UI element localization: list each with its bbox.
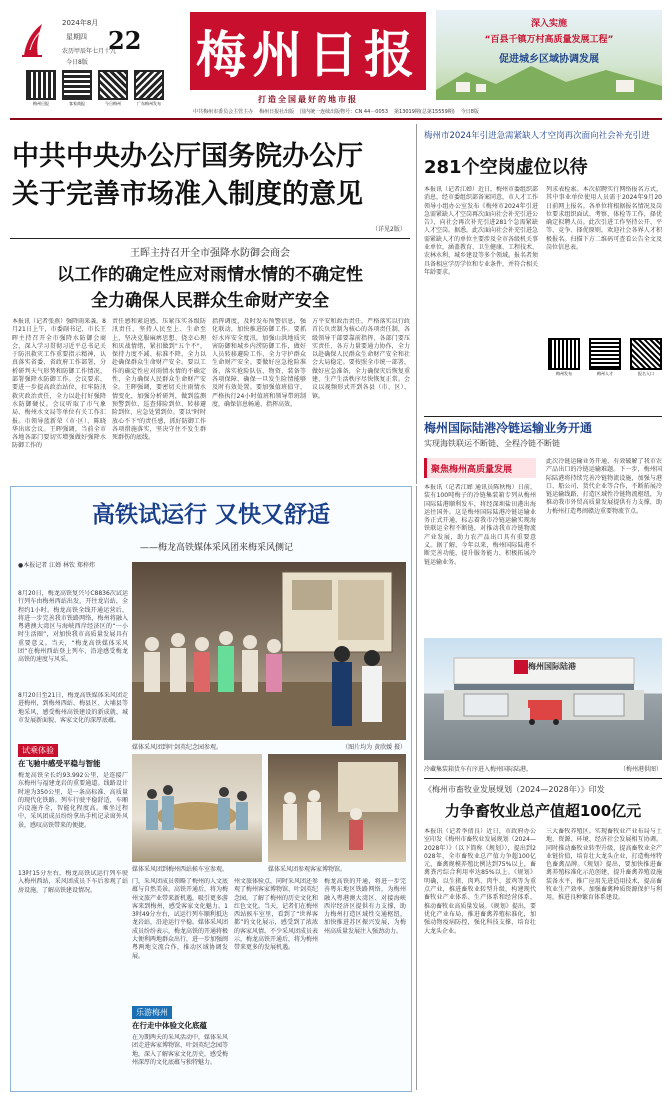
qr-code-icon[interactable] xyxy=(134,70,164,100)
rail-right-col-1: 州文旅体验点，同时采风团还参观了梅州客家博物馆、叶剑英纪念园，了解了梅州的历史文化和红色文化。当天，记者们在梅州西站候车室里，看到了“世界客都”的文化展示，感受到了浓浓的客家风情。不少采风团成员表示，梅龙高铁开通后，将为梅州带来更多的发展机遇。 xyxy=(234,878,318,952)
qr-label: 梅州日报 xyxy=(33,101,49,106)
issue-date: 2024年8月 xyxy=(62,19,99,27)
qr-code-icon[interactable] xyxy=(62,70,92,100)
tour-text: 在为期两天的采风活动中，媒体采风团走进客家博物馆、叶剑英纪念园等地，深入了解客家文化历史，感受梅州深厚的文化底蕴与独特魅力。 xyxy=(132,1034,228,1066)
column-divider-lower xyxy=(416,486,417,1090)
day-number: 22 xyxy=(108,26,142,55)
qr-code-icon[interactable] xyxy=(98,70,128,100)
promo-line1: 深入实施 xyxy=(530,19,567,29)
port-banner-text: 聚焦梅州高质量发展 xyxy=(431,464,513,475)
livestock-col-2: 三大畜牧养殖区。实现畜牧业产业布局与土地、资源、环境、经济社会发展相互协调。同时推动畜牧业转型升级，提高畜牧业全产业链价值，培育壮大龙头企业，打造梅州特色畜禽品牌。《规划》提出，要加快推进畜禽养殖标准化示范创建，提升畜禽养殖设施装备水平，推广应用先进适用技术，提高畜牧业生产效率。加强畜禽种质资源保护与利用，推进良种繁育体系建设。 xyxy=(546,828,662,902)
right-rule-2 xyxy=(424,778,662,779)
rail-photo-2 xyxy=(132,754,262,862)
qr-code-icon[interactable] xyxy=(630,338,662,370)
rail-photo-3 xyxy=(268,754,406,862)
promo-banner[interactable] xyxy=(436,10,662,100)
flood-col-1: 本报讯（记者张燕）强降雨来袭。8月21日上午，市委副书记、市长王晖主持召开全市强降水防御会商会，深入学习贯彻习近平总书记关于防汛救灾工作重要指示精神，认真落实省委、省政府工作部署，分析研判天气形势和防御工作情况，部署强降水防御工作。会议要求，要进一步提高政治站位，扛牢防汛救灾政治责任，全力以赴打好强降水防御硬仗。会议听取了市气象局、梅州水文局等单位有关工作汇报。市领导蓝新荣（市·区）、陈晓华出席会议。王晖强调，当前全市各地各部门要切实增强做好强降水防御工作的 xyxy=(12,318,106,450)
info-sponsor: 中共梅州市委员会主管主办 xyxy=(193,109,254,115)
masthead xyxy=(0,0,672,115)
headline-line2: 关于完善市场准入制度的意见 xyxy=(12,179,363,210)
newspaper-title: 梅州日报 xyxy=(196,25,420,84)
flood-title[interactable] xyxy=(10,262,410,314)
port-col-1: 本报讯（记者江婵 通讯员陈秋梅）日前，装有100吨梅子的冷链集装箱专列从梅州国际陆港顺利发车，将经深圳盐田港出海运往国外。这是梅州国际陆港冷链运输业务正式开通，标志着我市冷链运输实现海铁联运全程不断链，对推动我市冷链物流产业发展，助力农产品出口具有重要意义。据了解，今年以来，梅州国际陆港不断完善功能，提升服务能力，积极拓展冷链运输业务。 xyxy=(424,484,536,566)
headline-rule xyxy=(10,238,410,239)
flood-title-line1: 以工作的确定性应对雨情水情的不确定性 xyxy=(57,265,363,285)
rail-subtitle: ——梅龙高铁媒体采风团来梅采风侧记 xyxy=(140,543,294,553)
info-cn: 国内统一连续出版物号：CN 44－0053 xyxy=(300,109,389,115)
rail-byline: ●本报记者 江婵 林钦 郑梓炜 xyxy=(18,562,95,569)
talent-intro: 梅州市2024年引进急需紧缺人才空岗再次面向社会补充引进 xyxy=(424,131,650,141)
port-photo xyxy=(424,638,662,760)
qr-code-icon[interactable] xyxy=(26,70,56,100)
rail-title[interactable]: 高铁试运行 又快又舒适 xyxy=(91,501,330,528)
qr-label: 报名入口 xyxy=(638,371,654,376)
port-col-2: 此次冷链运输业务开通，有效破解了我市农产品出口的冷链运输难题。下一步，梅州国际陆港将持续完善冷链物流设施，加强与港口、船公司、货代企业等合作，不断拓展冷链运输线路，打造区域性冷链物流枢纽，为推动我市外贸高质量发展提供有力支撑，助力梅州打造粤闽赣边重要物流节点。 xyxy=(546,458,662,515)
masthead-rule xyxy=(10,118,662,120)
right-rule-1 xyxy=(424,416,662,417)
page-count: 今日8版 xyxy=(66,59,88,66)
flood-kicker: 王晖主持召开全市强降水防御会商会 xyxy=(130,248,290,259)
livestock-title[interactable]: 力争畜牧业总产值超100亿元 xyxy=(444,802,642,820)
rail-intro: 8月20日，梅龙高铁复兴号C8836次试运行列车由梅州西站出发，开往龙岩站，全程约1小时。梅龙高铁全线开通运营后，将进一步完善我市铁路网络，梅州将融入粤港澳大湾区与海峡西岸经济区的“一小时生活圈”，对加快我市高质量发展具有重要意义。当天，“梅龙高铁媒体采风团”在梅州西站登上列车，沿途感受梅龙高铁的速度与风采。 xyxy=(18,590,128,664)
port-sign: 梅州国际陆港 xyxy=(528,662,576,671)
ride-text-2: 13时15分左右，梅龙高铁试运行列车驶入梅州西站，采风团成员下车后参观了站房设施，了解高铁建设情况。 xyxy=(18,870,128,894)
qr-label: 梅州发布 xyxy=(556,371,572,376)
headline-line1: 中共中央办公厅国务院办公厅 xyxy=(12,141,363,172)
port-caption-credit: （梅州港供图） xyxy=(619,766,662,773)
qr-item xyxy=(98,70,128,110)
qr-item xyxy=(630,338,662,377)
info-pages: 今日8版 xyxy=(460,109,479,115)
flood-title-line2: 全力确保人民群众生命财产安全 xyxy=(91,291,329,311)
qr-label: 广东梅州发布 xyxy=(137,101,161,106)
promo-line3: 促进城乡区域协调发展 xyxy=(499,54,599,65)
rail-intro-2: 8月20日至21日，梅龙高铁媒体采风团走进梅州，到梅州西站、梅县区、大埔县等地采风，感受梅州高铁建设的新成就、城市发展新面貌、客家文化的深厚底蕴。 xyxy=(18,692,128,724)
livestock-kicker: 《梅州市畜牧业发展规划（2024—2028年）》印发 xyxy=(424,785,605,794)
flood-col-4: 方平安和政治责任，严格落实以行政首长负责制为核心的各项责任制，各级领导干部要靠前指挥、各部门要压实责任、各方力量要通力协作，全力以赴确保人民群众生命财产安全和社会大局稳定。要按照全市统一部署，做好应急准备，全力确保灾后恢复重建、生产生活秩序尽快恢复正常。会议以视频形式开到各县（市、区）、镇。 xyxy=(312,318,410,400)
section-label-ride: 试乘体验 xyxy=(18,744,58,757)
flood-col-3: 指挥调度，及时发布预警信息，强化联动，加快推进防御工作。要抓好水库安全度汛，加强山洪地质灾害防御和城乡内涝防御工作，做好人员转移避险工作，全力守护群众生命财产安全。要做好应急抢险准备，落实抢险队伍、物资、装备等各项保障，确保一旦发生险情能够及时有效处置。要加强值班值守，严格执行24小时值班和领导带班制度，确保信息畅通、指挥高效。 xyxy=(212,318,306,408)
section-head-tour: 在行走中体验文化底蕴 xyxy=(132,1021,207,1030)
see-page-note[interactable]: （详见2版） xyxy=(372,226,406,233)
talent-title[interactable]: 281个空岗虚位以待 xyxy=(424,157,588,178)
column-divider xyxy=(416,124,417,484)
qr-item xyxy=(548,338,580,377)
qr-item xyxy=(134,70,164,110)
photo-caption: 媒体采风团参观客家博物馆。 xyxy=(268,866,347,873)
port-title[interactable]: 梅州国际陆港冷链运输业务开通 xyxy=(424,421,593,435)
talent-col-2: 列求表检索。本次招聘实行网络报名方式，其中事业单位使用人员需于2024年9月20日前网上报名。各单位将根据报名情况及岗位要求组织面试、考察、体检等工作，择优确定拟聘人员。此次引进工作坚持公开、平等、竞争、择优原则，欢迎社会各界人才积极报名。扫描下方二维码可查看公告全文及岗位信息表。 xyxy=(546,186,662,252)
rail-photo-main xyxy=(132,562,406,740)
rail-mid-col: 门，采风团成员领略了梅州的人文底蕴与自然美景。高铁开通后，将为梅州文旅产业带来新机遇，吸引更多游客来到梅州，感受客家文化魅力。13时49分左右，试运行列车顺利抵达龙岩站，沿途运行平稳。媒体采风团成员纷纷表示，梅龙高铁的开通将极大便利两地群众出行，进一步加强闽粤两地交流合作，推动区域协调发展。 xyxy=(132,878,228,960)
photo-caption: 媒体采风团到梅州西站候车室参观。 xyxy=(132,866,229,873)
qr-row xyxy=(26,70,184,110)
main-headline[interactable] xyxy=(12,140,412,212)
port-subtitle: 实现海铁联运不断链、全程冷链不断链 xyxy=(424,439,560,448)
photo-caption: 媒体采风团到叶剑英纪念园参观。 xyxy=(132,744,223,751)
port-banner xyxy=(424,458,536,478)
section-label-tour: 乐游梅州 xyxy=(132,1006,172,1019)
slogan: 打造全国最好的地市报 xyxy=(258,95,358,104)
qr-label: 今日梅州 xyxy=(105,101,121,106)
qr-label: 客家商报 xyxy=(69,101,85,106)
title-block xyxy=(190,12,426,90)
photo-credit: （图片均为 黄欣媛 摄） xyxy=(342,744,406,751)
ride-text: 梅龙高铁全长约93.992公里，是连接广东梅州与福建龙岩的重要通道。线路设计时速为350公里，是一条高标准、高质量的现代化铁路。列车行驶平稳舒适，车厢内设施齐全，智能化程度高。乘坐过程中，采风团成员纷纷拿出手机记录窗外风景，感叹高铁带来的便捷。 xyxy=(18,772,128,829)
qr-item xyxy=(62,70,92,110)
qr-code-icon[interactable] xyxy=(589,338,621,370)
port-caption xyxy=(424,764,662,773)
rail-photo-main-caption xyxy=(132,742,406,751)
qr-item xyxy=(589,338,621,377)
port-caption-text: 冷藏集装箱货车有序进入梅州国际陆港。 xyxy=(424,766,533,773)
newspaper-logo-icon xyxy=(20,20,46,60)
weekday: 星期四 xyxy=(66,33,87,41)
flood-col-2: 责任感和紧迫感，压紧压实各级防汛责任，坚持人民至上、生命至上，坚决克服麻痹思想、侥幸心理和厌战情绪，紧扣做到"五个不"，保持力度不减、标准不降，全力以赴确保群众生命财产安全。要以工作的确定性应对雨情水情的不确定性，全力确保人民群众生命财产安全。王晖强调，要密切关注雨情水情变化，加强分析研判，做到监测预警到位、巡查排险到位、转移避险到位、应急处置到位。要以"时时放心不下"的责任感，抓好防御工作各项措施落实，坚决守住不发生群死群伤的底线。 xyxy=(112,318,206,442)
section-head-ride: 在飞驰中感受平稳与智能 xyxy=(18,759,101,768)
talent-qr-row xyxy=(548,338,662,377)
livestock-col-1: 本报讯（记者李倩良）近日，市政府办公室印发《梅州市畜牧业发展规划（2024—2028年）》（以下简称《规划》），提出到2028年，全市畜牧业总产值力争超100亿元，畜禽规模养殖比例达到75%以上，畜禽粪污综合利用率达85%以上。《规划》明确，以生猪、肉鸡、肉牛、蛋鸡等为重点产业，推进畜牧业转型升级，构建现代畜牧业产业体系、生产体系和经营体系，推动畜牧业高质量发展。《规划》提出，要优化产业布局，推进畜禽养殖标准化，加强动物疫病防控，强化科技支撑，培育壮大龙头企业。 xyxy=(424,828,536,935)
promo-line2: “百县千镇万村高质量发展工程” xyxy=(484,35,614,45)
talent-col-1: 本报讯（记者江婵）近日，梅州市委组织部消息，经市委组织部备案同意，市人才工作领导小组办公室发布《梅州市2024年引进急需紧缺人才空岗再次面向社会补充引进公告》，向社会再次补充引进281个急需紧缺人才空岗。据悉，此次面向社会补充引进急需紧缺人才的单位主要涉及全市各级机关事业单位，涵盖教育、卫生健康、工程技术、农林水利、城乡建设等多个领域。报名者须具备相应学历学位和专业条件，并符合相关年龄要求。 xyxy=(424,186,538,276)
info-publisher: 梅州日报社出版 xyxy=(259,109,295,115)
info-strip xyxy=(10,108,662,117)
info-issue: 第13019期(总第15559期) xyxy=(394,109,455,115)
qr-label: 梅州人才 xyxy=(597,371,613,376)
qr-code-icon[interactable] xyxy=(548,338,580,370)
lunar-date: 农历甲辰年七月十九 xyxy=(62,48,117,55)
qr-item xyxy=(26,70,56,110)
rail-right-col-2: 梅龙高铁的开通，将进一步完善粤东地区铁路网络，为梅州融入粤港澳大湾区、对接海峡西岸经济区提供有力支撑，助力梅州打造区域性交通枢纽，加快推进苏区振兴发展，为梅州高质量发展注入强劲动力。 xyxy=(324,878,406,935)
